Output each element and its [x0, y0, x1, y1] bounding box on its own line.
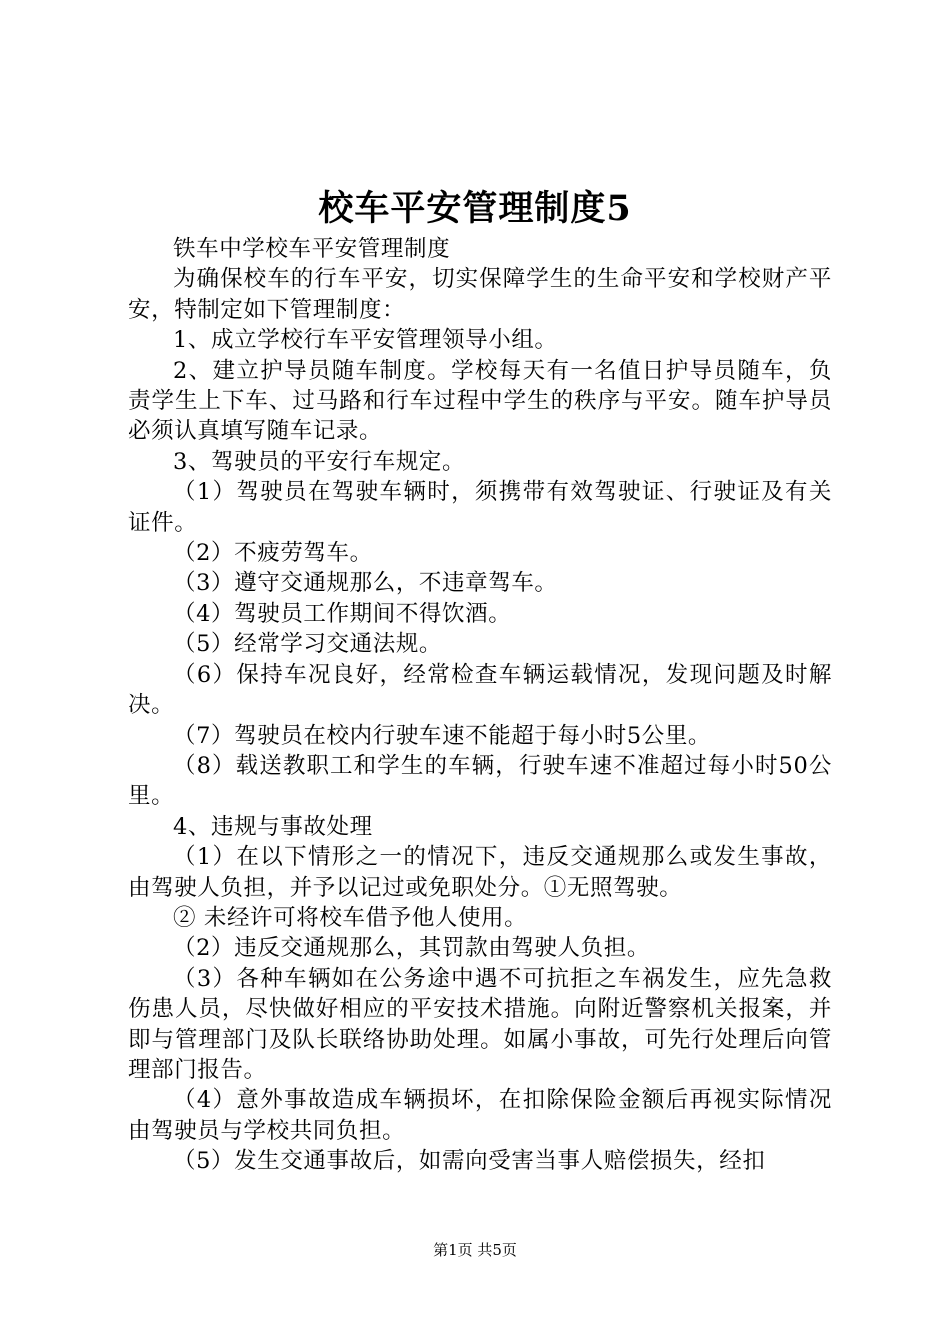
paragraph: 4、违规与事故处理	[173, 813, 373, 840]
paragraph: （3）遵守交通规那么，不违章驾车。	[173, 570, 558, 597]
paragraph: （1）在以下情形之一的情况下，违反交通规那么或发生事故，由驾驶人负担，并予以记过或免职处分。①无照驾驶。	[128, 844, 832, 901]
paragraph: 为确保校车的行车平安，切实保障学生的生命平安和学校财产平安，特制定如下管理制度：	[128, 266, 832, 323]
paragraph: ② 未经许可将校车借予他人使用。	[173, 904, 528, 931]
paragraph: （3）各种车辆如在公务途中遇不可抗拒之车祸发生，应先急救伤患人员，尽快做好相应的平安技术措施。向附近警察机关报案，并即与管理部门及队长联络协助处理。如属小事故，可先行处理后向管理部门报告。	[128, 965, 832, 1083]
paragraph: 3、驾驶员的平安行车规定。	[173, 448, 466, 475]
paragraph: 2、建立护导员随车制度。学校每天有一名值日护导员随车，负责学生上下车、过马路和行车过程中学生的秩序与平安。随车护导员必须认真填写随车记录。	[128, 357, 832, 445]
paragraph: （2）违反交通规那么，其罚款由驾驶人负担。	[173, 935, 650, 962]
document-body	[128, 234, 832, 1177]
document-title: 校车平安管理制度5	[318, 188, 632, 229]
paragraph: （5）经常学习交通法规。	[173, 631, 443, 658]
paragraph: （1）驾驶员在驾驶车辆时，须携带有效驾驶证、行驶证及有关证件。	[128, 479, 832, 536]
paragraph: （7）驾驶员在校内行驶车速不能超于每小时5公里。	[173, 722, 712, 749]
paragraph: （4）驾驶员工作期间不得饮酒。	[173, 600, 512, 627]
paragraph: （2）不疲劳驾车。	[173, 540, 373, 567]
paragraph: （6）保持车况良好，经常检查车辆运载情况，发现问题及时解决。	[128, 661, 832, 719]
paragraph: （8）载送教职工和学生的车辆，行驶车速不准超过每小时50公里。	[128, 752, 832, 810]
paragraph: 铁车中学校车平安管理制度	[173, 236, 451, 262]
paragraph: （4）意外事故造成车辆损坏，在扣除保险金额后再视实际情况由驾驶员与学校共同负担。	[128, 1087, 832, 1144]
paragraph: 1、成立学校行车平安管理领导小组。	[173, 327, 558, 354]
paragraph: （5）发生交通事故后，如需向受害当事人赔偿损失，经扣	[173, 1148, 766, 1175]
page-footer: 第1页 共5页	[433, 1241, 517, 1259]
